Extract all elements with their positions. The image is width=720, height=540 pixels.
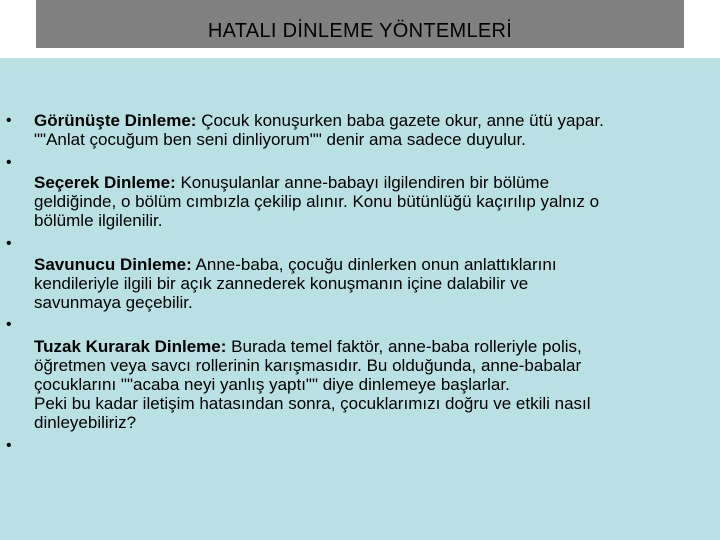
list-item-text: Peki bu kadar iletişim hatasından sonra, çocuklarımızı doğru ve etkili nasıl bbox=[34, 394, 591, 413]
list-item-text: Konuşulanlar anne-babayı ilgilendiren bir bölüme bbox=[175, 173, 550, 192]
list-item-line bbox=[34, 255, 714, 274]
list-item bbox=[34, 111, 714, 149]
list-item-heading: Tuzak Kurarak Dinleme: bbox=[34, 337, 227, 356]
list-item bbox=[34, 173, 714, 230]
list-item bbox=[34, 337, 714, 432]
list-item-line bbox=[34, 111, 714, 130]
list-item-text: Çocuk konuşurken baba gazete okur, anne ütü yapar. bbox=[196, 111, 604, 130]
list-item-text: dinleyebiliriz? bbox=[34, 413, 137, 432]
list-item-heading: Savunucu Dinleme: bbox=[34, 255, 192, 274]
bullet-marker: • bbox=[6, 154, 12, 171]
list-item-text: çocuklarını ""acaba neyi yanlış yaptı"" diye dinlemeye başlarlar. bbox=[34, 375, 510, 394]
list-item-line bbox=[34, 337, 714, 356]
list-item-text: Anne-baba, çocuğu dinlerken onun anlattıklarını bbox=[191, 255, 557, 274]
list-item-text: ""Anlat çocuğum ben seni dinliyorum"" denir ama sadece duyulur. bbox=[34, 130, 526, 149]
list-item bbox=[34, 255, 714, 312]
list-item-line bbox=[34, 173, 714, 192]
bullet-marker: • bbox=[6, 437, 12, 454]
list-item-text: geldiğinde, o bölüm cımbızla çekilip alınır. Konu bütünlüğü kaçırılıp yalnız o bbox=[34, 192, 600, 211]
bullet-marker: • bbox=[6, 112, 12, 129]
list-item-heading: Seçerek Dinleme: bbox=[34, 173, 176, 192]
bullet-marker: • bbox=[6, 235, 12, 252]
slide-title: HATALI DİNLEME YÖNTEMLERİ bbox=[207, 19, 513, 42]
bullet-marker: • bbox=[6, 316, 12, 333]
list-item-text: kendileriyle ilgili bir açık zannederek konuşmanın içine dalabilir ve bbox=[34, 274, 529, 293]
list-item-text: Burada temel faktör, anne-baba rolleriyle polis, bbox=[226, 337, 582, 356]
list-item-text: bölümle ilgilenilir. bbox=[34, 211, 163, 230]
list-item-text: savunmaya geçebilir. bbox=[34, 293, 193, 312]
list-item-text: öğretmen veya savcı rollerinin karışmasıdır. Bu olduğunda, anne-babalar bbox=[34, 356, 582, 375]
list-item-heading: Görünüşte Dinleme: bbox=[34, 111, 197, 130]
